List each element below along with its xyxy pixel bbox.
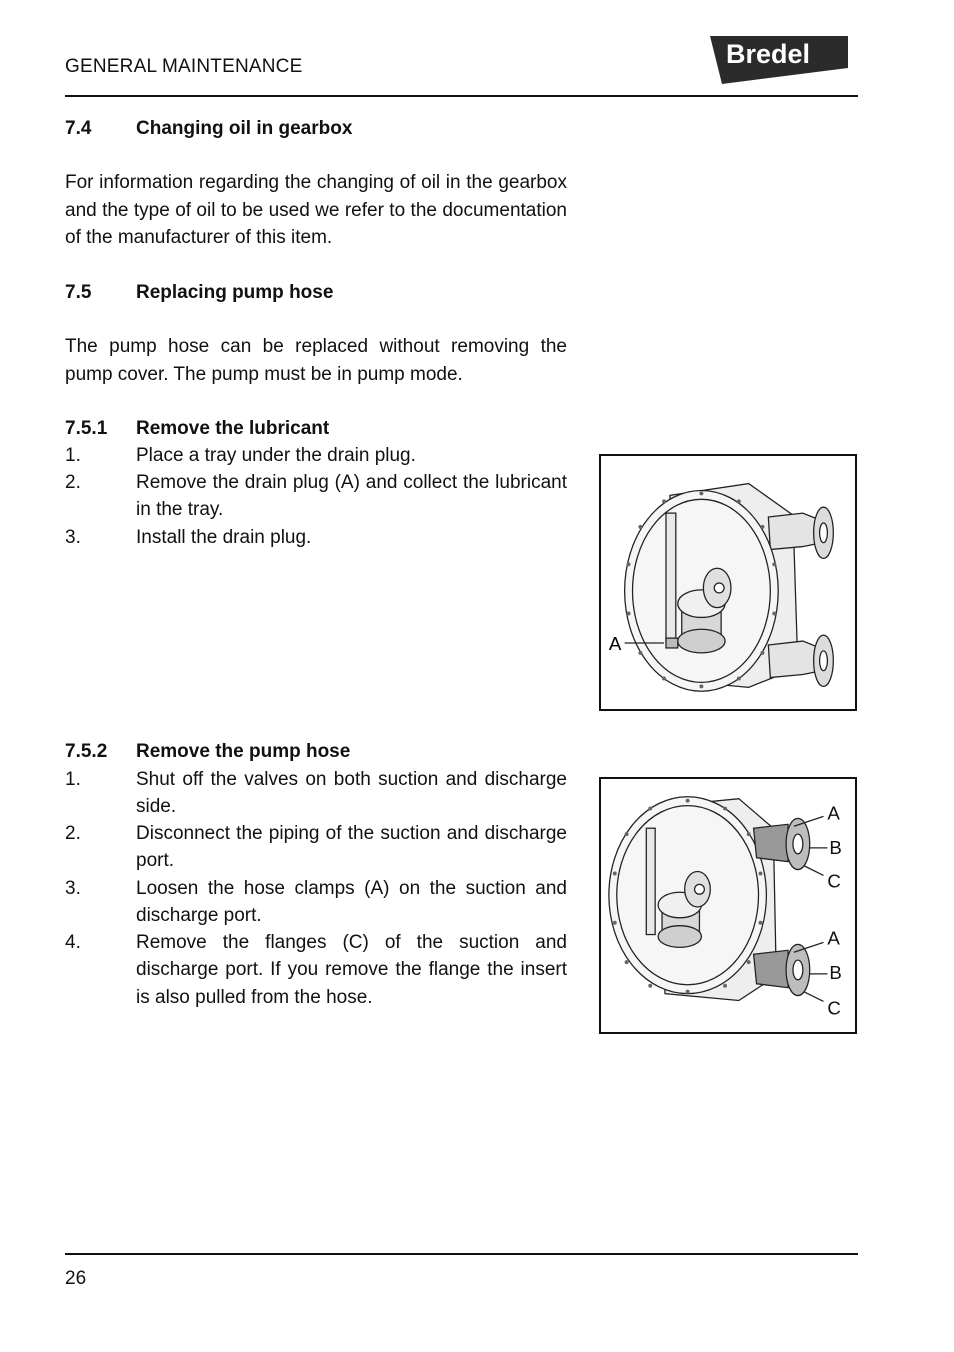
step-text: Disconnect the piping of the suction and discharge port. [136,823,567,872]
section-title-7-5-2: Remove the pump hose [136,741,351,762]
section-number-7-5-1: 7.5.1 [65,418,108,439]
label-a-lower: A [827,927,840,949]
list-item [65,820,567,875]
figure-hose-clamps [599,777,857,1034]
step-number: 2. [65,823,81,844]
step-text: Shut off the valves on both suction and discharge side. [136,769,567,818]
running-header: GENERAL MAINTENANCE [65,56,303,77]
label-b-upper: B [829,836,842,858]
label-c-lower: C [827,997,841,1019]
label-b-lower: B [829,961,842,983]
header-rule [65,95,858,97]
step-number: 3. [65,527,81,548]
step-text: Remove the flanges (C) of the suction and discharge port. If you remove the flange the insert is also pulled from the hose. [136,932,567,1008]
section-number-7-5: 7.5 [65,282,92,303]
step-number: 1. [65,445,81,466]
bredel-logo [708,34,850,86]
section-text-7-5: The pump hose can be replaced without removing the pump cover. The pump must be in pump mode. [65,336,567,385]
section-text-7-4: For information regarding the changing of oil in the gearbox and the type of oil to be used we refer to the documentation of the manufacturer of this item. [65,172,567,248]
label-a-upper: A [827,802,840,824]
list-item [65,766,567,821]
section-title-7-5-1: Remove the lubricant [136,418,330,439]
logo-text: Bredel [726,39,811,69]
label-a: A [608,632,622,654]
list-item [65,929,567,1011]
step-text: Place a tray under the drain plug. [136,445,416,466]
section-number-7-4: 7.4 [65,118,92,139]
step-number: 4. [65,932,81,953]
page-number: 26 [65,1268,87,1289]
label-c-upper: C [827,870,841,892]
list-item [65,469,567,524]
step-text: Install the drain plug. [136,527,312,548]
step-text: Loosen the hose clamps (A) on the suction and discharge port. [136,878,567,927]
step-number: 3. [65,878,81,899]
figure-drain-plug [599,454,857,711]
footer-rule [65,1253,858,1255]
section-number-7-5-2: 7.5.2 [65,741,108,762]
step-text: Remove the drain plug (A) and collect the lubricant in the tray. [136,472,567,521]
section-title-7-5: Replacing pump hose [136,282,334,303]
list-item [65,875,567,930]
section-title-7-4: Changing oil in gearbox [136,118,353,139]
list-item [65,524,567,551]
list-item [65,442,567,469]
step-number: 1. [65,769,81,790]
step-number: 2. [65,472,81,493]
